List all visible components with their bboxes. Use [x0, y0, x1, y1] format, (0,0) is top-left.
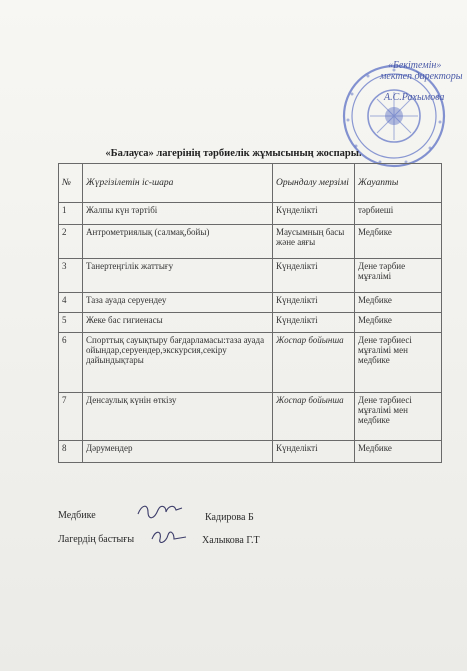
table-row — [59, 293, 442, 313]
row-activity: Спорттық сауықтыру бағдарламасы:таза ауада ойындар,серуендер,экскурсия,секіру дайындықтары — [83, 333, 273, 393]
row-time: Күнделікті — [273, 259, 355, 293]
nurse-signature — [136, 500, 184, 522]
table-row — [59, 225, 442, 259]
table-row — [59, 333, 442, 393]
row-number: 2 — [59, 225, 83, 259]
row-time: Күнделікті — [273, 203, 355, 225]
header-time: Орындалу мерзімі — [273, 164, 355, 203]
header-activity: Жүргізілетін іс-шара — [83, 164, 273, 203]
table-header-row — [59, 164, 442, 203]
row-time: Күнделікті — [273, 441, 355, 463]
row-activity: Танертеңгілік жаттығу — [83, 259, 273, 293]
document-title: «Балауса» лагерінің тәрбиелік жұмысының жоспары. — [105, 148, 362, 159]
row-responsible: Дене тәрбиесі мұғалімі мен медбике — [355, 333, 442, 393]
table-row — [59, 313, 442, 333]
row-activity: Антрометриялық (салмақ,бойы) — [83, 225, 273, 259]
row-responsible: Медбике — [355, 225, 442, 259]
row-number: 5 — [59, 313, 83, 333]
row-time: Жоспар бойынша — [273, 393, 355, 441]
row-activity: Денсаулық күнін өткізу — [83, 393, 273, 441]
row-activity: Таза ауада серуендеу — [83, 293, 273, 313]
row-responsible: Медбике — [355, 313, 442, 333]
row-responsible: Дене тәрбиесі мұғалімі мен медбике — [355, 393, 442, 441]
approval-stamp-text — [380, 60, 463, 103]
table-row — [59, 441, 442, 463]
table-row — [59, 393, 442, 441]
row-number: 4 — [59, 293, 83, 313]
plan-table — [58, 163, 442, 463]
row-responsible: Медбике — [355, 293, 442, 313]
approval-line-2: мектеп директоры — [380, 71, 463, 82]
row-number: 7 — [59, 393, 83, 441]
head-signature — [150, 527, 188, 547]
row-responsible: тәрбиеші — [355, 203, 442, 225]
row-number: 8 — [59, 441, 83, 463]
row-responsible: Медбике — [355, 441, 442, 463]
row-time: Маусымның басы және аяғы — [273, 225, 355, 259]
head-role-label: Лагердің бастығы — [58, 534, 135, 545]
row-activity: Дәрумендер — [83, 441, 273, 463]
nurse-name: Кадирова Б — [205, 512, 254, 523]
row-time: Күнделікті — [273, 313, 355, 333]
table-row — [59, 259, 442, 293]
row-activity: Жалпы күн тәртібі — [83, 203, 273, 225]
row-number: 3 — [59, 259, 83, 293]
row-activity: Жеке бас гигиенасы — [83, 313, 273, 333]
approval-line-1: «Бекітемін» — [388, 60, 442, 71]
row-number: 6 — [59, 333, 83, 393]
table-row — [59, 203, 442, 225]
row-time: Жоспар бойынша — [273, 333, 355, 393]
header-responsible: Жауапты — [355, 164, 442, 203]
header-number: № — [59, 164, 83, 203]
row-responsible: Дене тәрбие мұғалімі — [355, 259, 442, 293]
row-number: 1 — [59, 203, 83, 225]
nurse-role-label: Медбике — [58, 510, 96, 521]
approval-line-3: А.С.Рахымова — [384, 92, 445, 103]
row-time: Күнделікті — [273, 293, 355, 313]
head-name: Халыкова Г.Т — [202, 535, 260, 546]
